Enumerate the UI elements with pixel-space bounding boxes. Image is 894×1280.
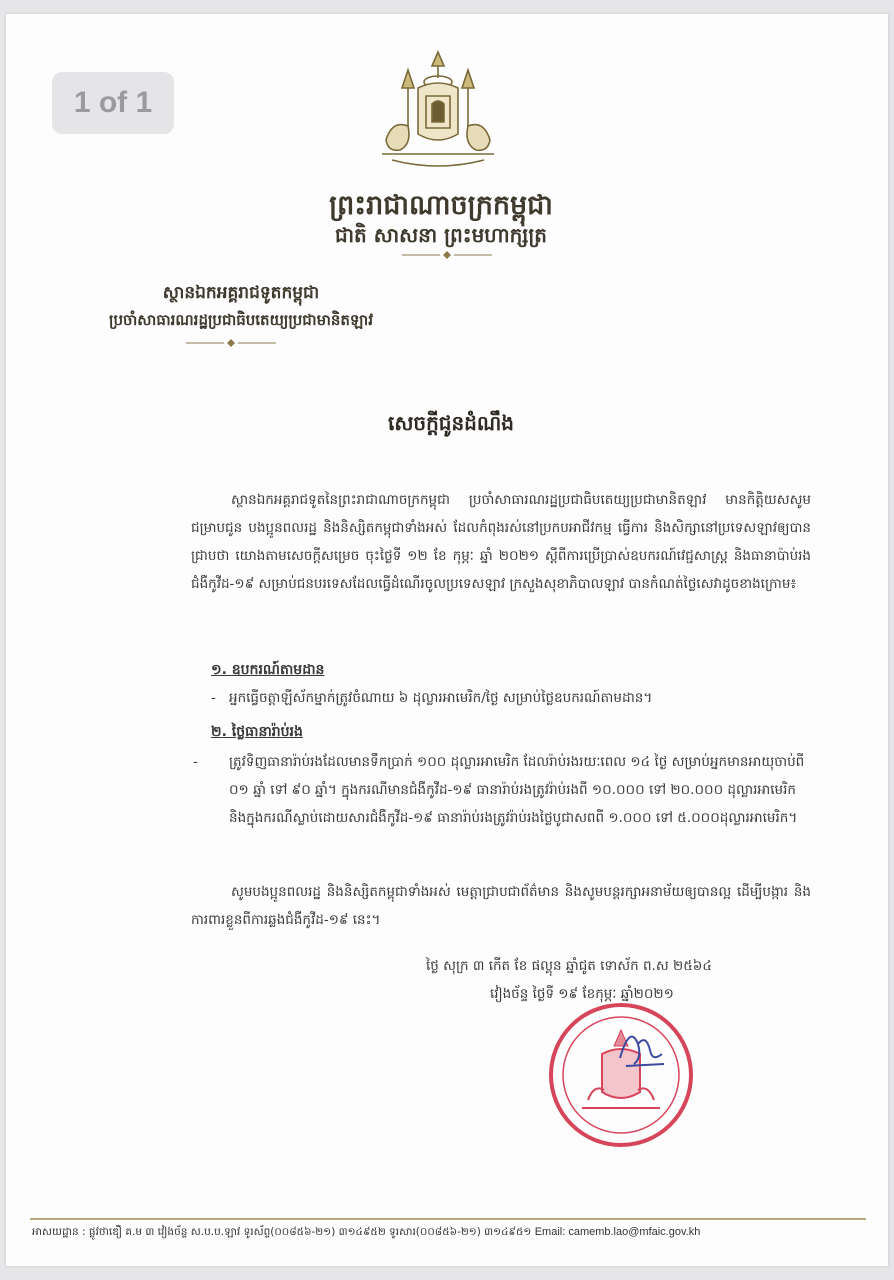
solar-date: វៀងច័ន្ទ ថ្ងៃទី ១៩ ខែកុម្ភៈ ឆ្នាំ២០២១ — [490, 986, 674, 1002]
list-dash: - — [211, 690, 216, 706]
embassy-name: ស្ថានឯកអគ្គរាជទូតកម្ពុជា — [162, 283, 320, 303]
document-title: សេចក្តីជូនដំណឹង — [388, 411, 514, 435]
royal-coat-of-arms-icon — [372, 48, 504, 172]
section-1-text: អ្នកធ្វើចត្តាឡីស័កម្នាក់ត្រូវចំណាយ ៦ ដុល្លារអាមេរិក/ថ្ងៃ សម្រាប់ថ្លៃឧបករណ៍តាមដាន។ — [229, 690, 653, 706]
footer-email: Email: camemb.lao@mfaic.gov.kh — [534, 1226, 701, 1238]
signature-icon — [612, 1014, 672, 1074]
page-count-badge: 1 of 1 — [52, 72, 174, 134]
footer-address — [32, 1226, 872, 1241]
footer-address-text: អាសយដ្ឋាន : ផ្លូវថាឌឿ គ.ម ៣ វៀងច័ន្ទ ស.ប.ប.ឡាវ ទូរស័ព្ទ(០០៨៥៦-២១) ៣១៤៩៥២ ទូរសារ(០០៨៥៦-២១) ៣១៤៩៥១ — [32, 1226, 532, 1238]
embassy-location: ប្រចាំសាធារណរដ្ឋប្រជាធិបតេយ្យប្រជាមានិតឡាវ — [109, 311, 373, 329]
kingdom-title: ព្រះរាជាណាចក្រកម្ពុជា — [329, 190, 553, 221]
section-2-item — [193, 748, 811, 832]
section-1-heading: ១. ឧបករណ៍តាមដាន — [211, 662, 325, 678]
section-2-text: ត្រូវទិញធានារ៉ាប់រងដែលមានទឹកប្រាក់ ១០០ ដុល្លារអាមេរិក ដែលរ៉ាប់រងរយៈពេល ១៤ ថ្ងៃ សម្រាប់អ្នកមានអាយុចាប់ពី ០១ ឆ្នាំ ទៅ ៩០ ឆ្នាំ។ ក្នុងករណីមានជំងឺកូវីដ-១៩ ធានារ៉ាប់រងត្រូវរ៉ាប់រងពី ១០.០០០ ទៅ ២០.០០០ ដុល្លារអាមេរិក និងក្នុងករណីស្លាប់ដោយសារជំងឺកូវីដ-១៩ ធានារ៉ាប់រងត្រូវរ៉ាប់រងថ្លៃបូជាសពពី ១.០០០ ទៅ ៥.០០០ដុល្លារអាមេរិក។ — [229, 754, 805, 826]
intro-paragraph: ស្ថានឯកអគ្គរាជទូតនៃព្រះរាជាណាចក្រកម្ពុជា ប្រចាំសាធារណរដ្ឋប្រជាធិបតេយ្យប្រជាមានិតឡាវ មានកិត្តិយសសូមជម្រាបជូន បងប្អូនពលរដ្ឋ និងនិស្សិតកម្ពុជាទាំងអស់ ដែលកំពុងរស់នៅប្រកបអាជីវកម្ម ធ្វើការ និងសិក្សានៅប្រទេសឡាវឲ្យបានជ្រាបថា យោងតាមសេចក្តីសម្រេច ចុះថ្ងៃទី ១២ ខែ កុម្ភៈ ឆ្នាំ ២០២១ ស្តីពីការប្រើប្រាស់ឧបករណ៍វេជ្ជសាស្ត្រ និងធានាប៉ាប់រងជំងឺកូវីដ-១៩ សម្រាប់ជនបរទេសដែលធ្វើដំណើរចូលប្រទេសឡាវ ក្រសួងសុខាភិបាលឡាវ បានកំណត់ថ្លៃសេវាដូចខាងក្រោម៖ — [191, 492, 811, 592]
footer-divider — [30, 1218, 866, 1220]
divider-ornament — [402, 250, 492, 260]
divider-ornament — [186, 338, 276, 348]
letter-page — [6, 14, 888, 1266]
lunar-date: ថ្ងៃ សុក្រ ៣ កើត ខែ ផល្គុន ឆ្នាំជូត ទោស័ក ព.ស ២៥៦៤ — [426, 958, 712, 974]
nation-motto: ជាតិ សាសនា ព្រះមហាក្សត្រ — [335, 223, 547, 247]
section-1-item — [211, 684, 811, 712]
section-2-heading: ២. ថ្លៃធានារ៉ាប់រង — [211, 724, 303, 740]
closing-paragraph: សូមបងប្អូនពលរដ្ឋ និងនិស្សិតកម្ពុជាទាំងអស់ មេត្តាជ្រាបជាព័ត៌មាន និងសូមបន្តរក្សាអនាម័យឲ្យបានល្អ ដើម្បីបង្ការ និងការពារខ្លួនពីការឆ្លងជំងឺកូវីដ-១៩ នេះ។ — [191, 884, 811, 928]
list-dash: - — [193, 754, 198, 770]
